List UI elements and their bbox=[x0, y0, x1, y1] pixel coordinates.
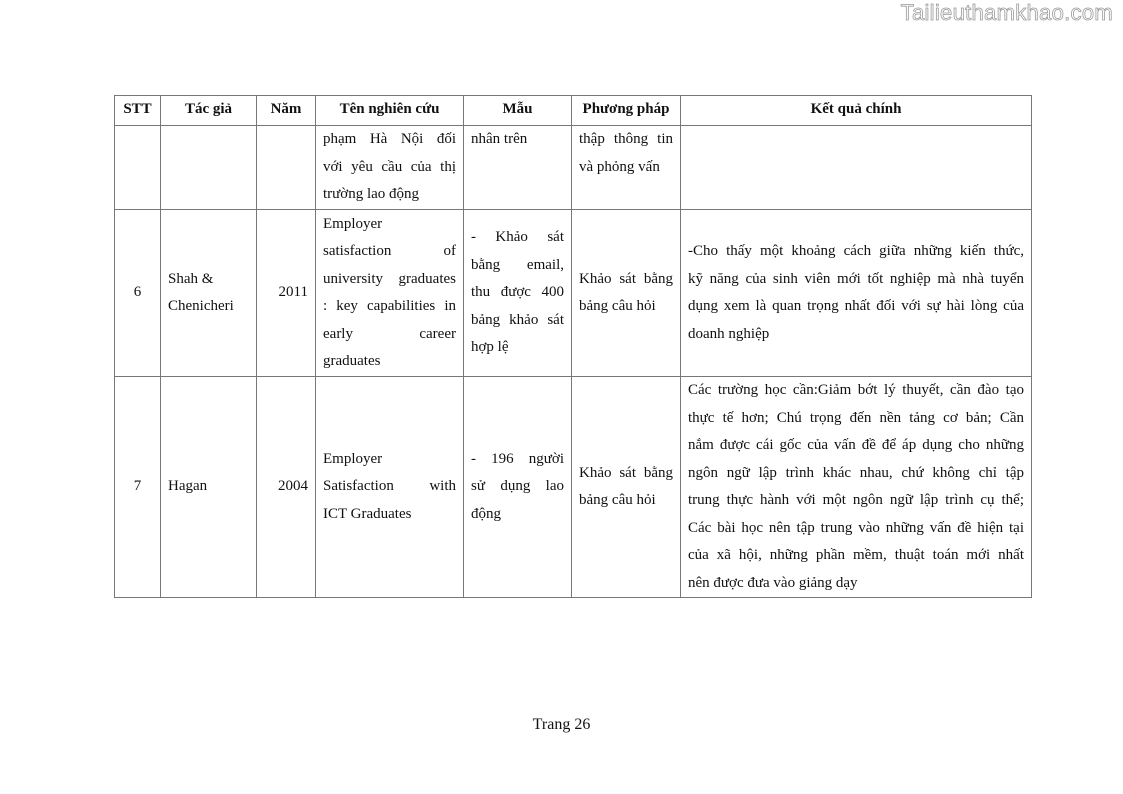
literature-review-table bbox=[114, 95, 1032, 598]
cell-result-line: dụng xem là quan trọng nhất đối với sự hài lòng của bbox=[688, 298, 1024, 314]
cell-method bbox=[572, 210, 681, 377]
cell-result-line: doanh nghiệp bbox=[688, 325, 770, 342]
cell-sample-line: - 196 người bbox=[471, 450, 564, 467]
cell-title-line: trường lao động bbox=[323, 186, 420, 202]
table-row bbox=[115, 377, 1032, 598]
cell-title-line: Employer bbox=[323, 450, 383, 467]
cell-sample-line: sử dụng lao bbox=[471, 478, 564, 495]
cell-method-line: Khảo sát bằng bbox=[579, 464, 673, 481]
cell-sample-line: nhân trên bbox=[471, 131, 528, 147]
cell-sample-line: - Khảo sát bbox=[471, 229, 564, 246]
cell-author-line: Chenicheri bbox=[168, 298, 234, 314]
header-sample: Mẫu bbox=[464, 96, 572, 126]
cell-sample-line: động bbox=[471, 505, 501, 522]
cell-method-line: Khảo sát bằng bbox=[579, 270, 673, 287]
table-row bbox=[115, 210, 1032, 377]
cell-sample-line: hợp lệ bbox=[471, 339, 509, 356]
cell-title-line: university graduates bbox=[323, 270, 456, 287]
cell-title-line: với yêu cầu của thị bbox=[323, 158, 456, 175]
cell-method bbox=[572, 126, 681, 210]
header-stt: STT bbox=[115, 96, 161, 126]
page-number: Trang 26 bbox=[532, 716, 591, 733]
cell-title-line: phạm Hà Nội đối bbox=[323, 131, 456, 147]
cell-title-line: : key capabilities in bbox=[323, 298, 456, 314]
cell-result-line: thực tế hơn; Chú trọng đến nền tảng cơ bản; Cần bbox=[688, 409, 1024, 426]
cell-result bbox=[681, 210, 1032, 377]
cell-year bbox=[257, 126, 316, 210]
header-author: Tác giả bbox=[161, 96, 257, 126]
cell-title-line: Employer bbox=[323, 215, 383, 232]
header-year: Năm bbox=[257, 96, 316, 126]
cell-title bbox=[316, 377, 464, 598]
table-row bbox=[115, 126, 1032, 210]
cell-method-line: và phỏng vấn bbox=[579, 158, 660, 175]
cell-sample-line: bằng email, bbox=[471, 256, 564, 273]
cell-stt bbox=[115, 126, 161, 210]
cell-method-line: bảng câu hỏi bbox=[579, 492, 656, 508]
cell-method bbox=[572, 377, 681, 598]
cell-result-line: Các trường học cần:Giảm bớt lý thuyết, cần đào tạo bbox=[688, 382, 1024, 398]
header-method: Phương pháp bbox=[572, 96, 681, 126]
cell-title bbox=[316, 126, 464, 210]
header-result: Kết quả chính bbox=[681, 96, 1032, 126]
cell-title-line: graduates bbox=[323, 353, 381, 369]
cell-year: 2011 bbox=[257, 210, 316, 377]
cell-author bbox=[161, 377, 257, 598]
cell-result bbox=[681, 377, 1032, 598]
cell-sample bbox=[464, 210, 572, 377]
cell-result bbox=[681, 126, 1032, 210]
cell-author bbox=[161, 210, 257, 377]
cell-sample-line: thu được 400 bbox=[471, 284, 564, 301]
cell-author-line: Hagan bbox=[168, 478, 208, 495]
cell-title bbox=[316, 210, 464, 377]
cell-sample bbox=[464, 126, 572, 210]
cell-sample-line: bảng khảo sát bbox=[471, 311, 564, 328]
cell-result-line: trung thực hành với một ngôn ngữ lập trình cụ thể; bbox=[688, 492, 1024, 508]
table-header-row bbox=[115, 96, 1032, 126]
cell-year: 2004 bbox=[257, 377, 316, 598]
cell-method-line: bảng câu hỏi bbox=[579, 298, 656, 314]
cell-author-line: Shah & bbox=[168, 270, 214, 287]
cell-result-line: nắm được cái gốc của vấn đề để áp dụng cho những bbox=[688, 437, 1024, 453]
cell-stt: 7 bbox=[115, 377, 161, 598]
cell-author bbox=[161, 126, 257, 210]
cell-result-line: kỹ năng của sinh viên mới tốt nghiệp mà nhà tuyển bbox=[688, 270, 1024, 287]
cell-title-line: satisfaction of bbox=[323, 243, 456, 259]
cell-title-line: ICT Graduates bbox=[323, 505, 412, 522]
cell-sample bbox=[464, 377, 572, 598]
watermark: Tailieuthamkhao.com bbox=[900, 0, 1113, 25]
cell-title-line: Satisfaction with bbox=[323, 478, 456, 495]
cell-result-line: Các bài học nên tập trung vào những vấn đề hiện tại bbox=[688, 519, 1024, 536]
cell-method-line: thập thông tin bbox=[579, 131, 673, 147]
cell-stt: 6 bbox=[115, 210, 161, 377]
cell-result-line: -Cho thấy một khoảng cách giữa những kiến thức, bbox=[688, 243, 1024, 259]
cell-title-line: early career bbox=[323, 325, 456, 342]
cell-result-line: ngôn ngữ lập trình khác nhau, chứ không chỉ tập bbox=[688, 464, 1024, 481]
header-title: Tên nghiên cứu bbox=[316, 96, 464, 126]
cell-result-line: của xã hội, những phần mềm, thuật toán mới nhất bbox=[688, 547, 1024, 563]
cell-result-line: nên được đưa vào giảng dạy bbox=[688, 574, 858, 591]
